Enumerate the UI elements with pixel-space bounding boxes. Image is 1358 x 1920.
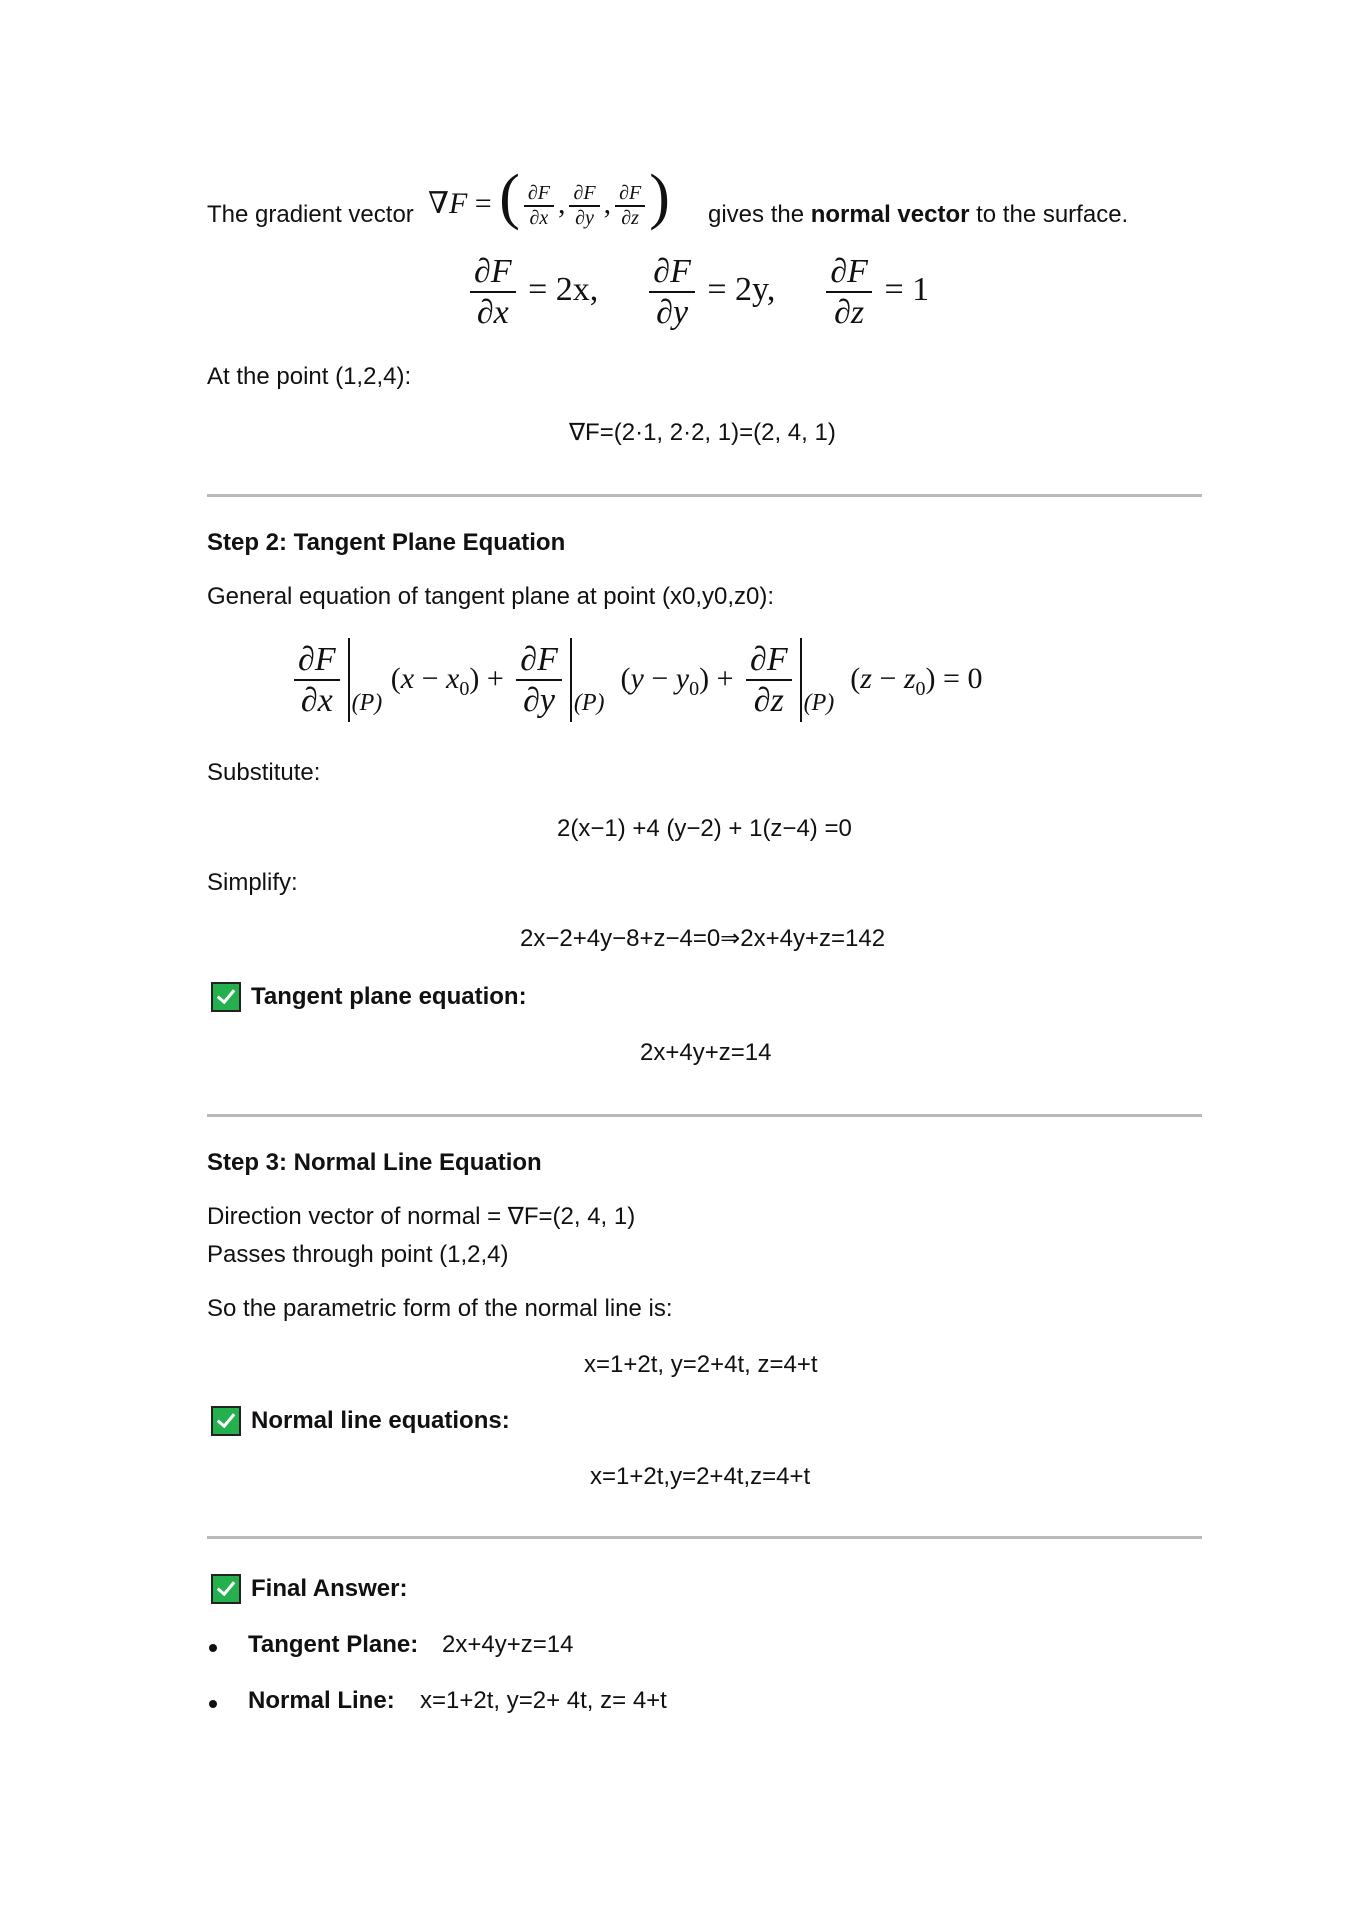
final-item-value: x=1+2t, y=2+ 4t, z= 4+t bbox=[420, 1687, 667, 1714]
check-box-icon bbox=[211, 1574, 241, 1604]
tangent-result-label: Tangent plane equation: bbox=[251, 983, 527, 1010]
tangent-general-text: General equation of tangent plane at point (x0,y0,z0): bbox=[207, 583, 775, 610]
bullet-icon bbox=[209, 1700, 217, 1708]
normal-result-label: Normal line equations: bbox=[251, 1407, 510, 1434]
bullet-icon bbox=[209, 1644, 217, 1652]
divider-3 bbox=[207, 1536, 1202, 1539]
parametric-intro: So the parametric form of the normal line is: bbox=[207, 1295, 673, 1322]
parametric-equation: x=1+2t, y=2+4t, z=4+t bbox=[584, 1351, 818, 1378]
simplify-label: Simplify: bbox=[207, 869, 298, 896]
final-answer-label: Final Answer: bbox=[251, 1575, 408, 1602]
fz-value: = 1 bbox=[884, 270, 930, 308]
direction-vector: Direction vector of normal = ∇F=(2, 4, 1) bbox=[207, 1203, 636, 1230]
step2-heading: Step 2: Tangent Plane Equation bbox=[207, 529, 566, 556]
passes-through: Passes through point (1,2,4) bbox=[207, 1241, 509, 1268]
divider-1 bbox=[207, 494, 1202, 497]
gradient-tail-text: gives the bbox=[708, 201, 811, 228]
normal-result: x=1+2t,y=2+4t,z=4+t bbox=[590, 1463, 811, 1490]
fx-value: = 2x, bbox=[528, 270, 599, 308]
check-box-icon bbox=[211, 1406, 241, 1436]
normal-vector-bold: normal vector bbox=[810, 201, 970, 228]
step3-heading: Step 3: Normal Line Equation bbox=[207, 1149, 542, 1176]
partial-derivatives: $\frac{\partial F}{\partial x}$ = 2x, $\frac{\partial F}{\partial y}$ = 2y, $\frac{\partial F}{\partial z}$ = 1 bbox=[466, 252, 929, 332]
substitute-label: Substitute: bbox=[207, 759, 321, 786]
tangent-general-formula: $\frac{\partial F}{\partial x}$ $_{(P)}$ $(x - x_0)$ + $\frac{\partial F}{\partial y}$ $_{(P)}$ $(y - y_0)$ + $\frac{\partial F}{\partial z}$ $_{(P)}$ $(z - z_0) = 0$ bbox=[290, 638, 982, 722]
gradient-intro: The gradient vector bbox=[207, 201, 414, 228]
final-item-label: Tangent Plane: bbox=[248, 1631, 419, 1658]
substituted-equation: 2(x−1) +4 (y−2) + 1(z−4) =0 bbox=[557, 815, 852, 842]
grad-at-point: ∇F=(2·1, 2·2, 1)=(2, 4, 1) bbox=[569, 419, 836, 446]
gradient-tail-end: to the surface. bbox=[969, 201, 1129, 228]
final-item-label: Normal Line: bbox=[248, 1687, 395, 1714]
final-item-value: 2x+4y+z=14 bbox=[442, 1631, 574, 1658]
simplified-equation: 2x−2+4y−8+z−4=0⇒2x+4y+z=142 bbox=[520, 925, 886, 952]
tangent-result: 2x+4y+z=14 bbox=[640, 1039, 772, 1066]
at-point-label: At the point (1,2,4): bbox=[207, 363, 412, 390]
gradient-formula: ∇F = ( $\frac{\partial F}{\partial x}$ , $\frac{\partial F}{\partial y}$ , $\frac{\partial F}{\partial z}$ ) bbox=[428, 163, 670, 231]
gradient-tail bbox=[708, 200, 1128, 230]
check-box-icon bbox=[211, 982, 241, 1012]
divider-2 bbox=[207, 1114, 1202, 1117]
fy-value: = 2y, bbox=[707, 270, 776, 308]
